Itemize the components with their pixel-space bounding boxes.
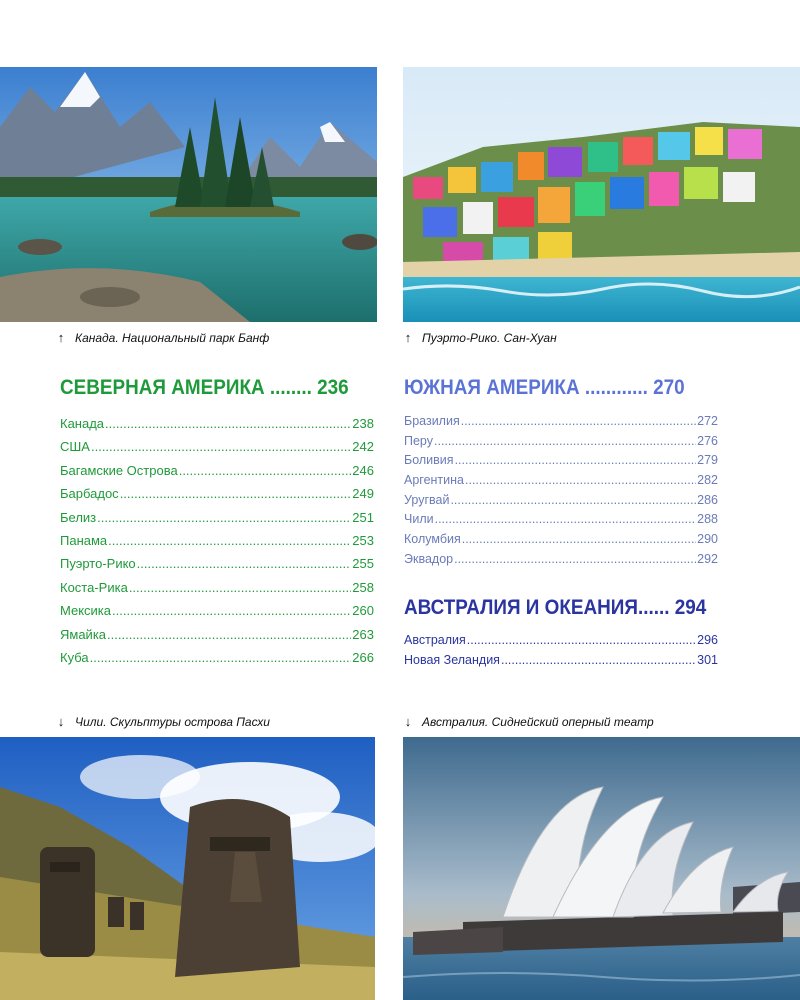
toc-item[interactable]: США ..... 242 [60,439,374,462]
toc-item[interactable]: Белиз ..... 251 [60,510,374,533]
photo-australia-sydney-opera [403,737,800,1000]
toc-north-america [60,416,374,673]
toc-item[interactable]: Колумбия ..... 290 [404,532,718,552]
toc-item[interactable]: Австралия ..... 296 [404,633,718,653]
toc-item[interactable]: Пуэрто-Рико ..... 255 [60,556,374,579]
photo-puerto-rico-san-juan [403,67,800,322]
photo-canada-banff [0,67,377,322]
toc-item[interactable]: Боливия ..... 279 [404,453,718,473]
toc-item[interactable]: Чили ..... 288 [404,512,718,532]
caption-australia [402,714,654,729]
caption-canada-text: Канада. Национальный парк Банф [75,330,270,345]
arrow-up-icon: ↑ [57,330,65,345]
arrow-up-icon: ↑ [404,330,412,345]
caption-australia-text: Австралия. Сиднейский оперный театр [422,714,654,729]
photo-chile-easter-island [0,737,375,1000]
toc-item[interactable]: Багамские Острова ..... 246 [60,463,374,486]
caption-puerto-rico [402,330,557,345]
toc-item[interactable]: Перу ..... 276 [404,434,718,454]
toc-south-america [404,414,718,572]
toc-item[interactable]: Аргентина ..... 282 [404,473,718,493]
toc-item[interactable]: Канада ..... 238 [60,416,374,439]
arrow-down-icon: ↓ [404,714,412,729]
heading-north-america: СЕВЕРНАЯ АМЕРИКА ........ 236 [60,376,349,399]
toc-item[interactable]: Коста-Рика ..... 258 [60,580,374,603]
toc-item[interactable]: Ямайка ..... 263 [60,627,374,650]
caption-chile [55,714,270,729]
caption-chile-text: Чили. Скульптуры острова Пасхи [75,714,270,729]
toc-item[interactable]: Эквадор ..... 292 [404,552,718,572]
caption-canada [55,330,269,345]
arrow-down-icon: ↓ [57,714,65,729]
toc-item[interactable]: Куба ..... 266 [60,650,374,673]
caption-puerto-rico-text: Пуэрто-Рико. Сан-Хуан [422,330,557,345]
toc-item[interactable]: Мексика ..... 260 [60,603,374,626]
toc-oceania [404,633,718,672]
heading-south-america: ЮЖНАЯ АМЕРИКА ............ 270 [404,376,685,399]
heading-oceania: АВСТРАЛИЯ И ОКЕАНИЯ...... 294 [404,596,707,619]
toc-item[interactable]: Панама ..... 253 [60,533,374,556]
toc-item[interactable]: Барбадос ..... 249 [60,486,374,509]
toc-item[interactable]: Бразилия ..... 272 [404,414,718,434]
toc-item[interactable]: Уругвай ..... 286 [404,493,718,513]
toc-item[interactable]: Новая Зеландия ..... 301 [404,653,718,673]
